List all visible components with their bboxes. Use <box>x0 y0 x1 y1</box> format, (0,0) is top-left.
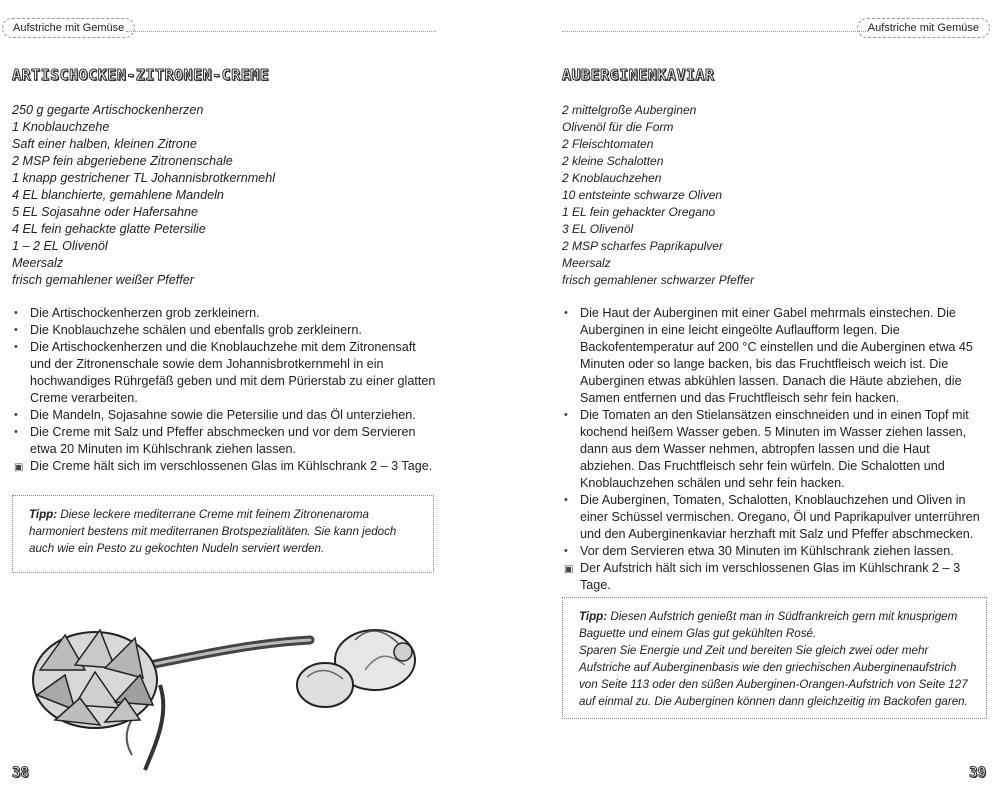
tip-label: Tipp: <box>29 508 58 521</box>
instruction-step: • Die Artischockenherzen und die Knoblauchzehe mit dem Zitronensaft und der Zitronenschale sowie dem Johannisbrotkernmehl in ein hochwandiges Rührgefäß geben und mit dem Pürierstab zu einer glatten Creme verarbeiten. <box>14 340 436 405</box>
tip-box <box>562 597 987 719</box>
ingredient-item: 4 EL blanchierte, gemahlene Mandeln <box>12 188 224 202</box>
section-tab: Aufstriche mit Gemüse <box>857 18 990 38</box>
ingredient-item: 1 knapp gestrichener TL Johannisbrotkernmehl <box>12 171 275 185</box>
ingredient-item: 250 g gegarte Artischockenherzen <box>12 103 204 117</box>
ingredient-item: 2 MSP scharfes Paprikapulver <box>562 239 723 253</box>
ingredient-item: 1 – 2 EL Olivenöl <box>12 239 108 253</box>
instruction-step: • Die Mandeln, Sojasahne sowie die Petersilie und das Öl unterziehen. <box>14 408 416 422</box>
bullet-icon: • <box>14 324 18 336</box>
artichoke-garlic-illustration <box>20 585 440 775</box>
ingredient-list <box>562 102 982 289</box>
ingredient-item: 2 Fleischtomaten <box>562 137 654 151</box>
section-tab: Aufstriche mit Gemüse <box>2 18 135 38</box>
tip-text: Diese leckere mediterrane Creme mit feinem Zitronenaroma harmoniert bestens mit mediterranen Brotspezialitäten. Sie kann jedoch auch wie ein Pesto zu gekochten Nudeln serviert werden. <box>29 508 397 555</box>
header-dotted-line <box>126 31 436 32</box>
ingredient-item: 3 EL Olivenöl <box>562 222 634 236</box>
bullet-icon: • <box>14 409 18 421</box>
ingredient-item: 2 Knoblauchzehen <box>562 171 662 185</box>
ingredient-item: frisch gemahlener weißer Pfeffer <box>12 273 194 287</box>
instruction-step: • Vor dem Servieren etwa 30 Minuten im Kühlschrank ziehen lassen. <box>564 544 954 558</box>
ingredient-item: 2 kleine Schalotten <box>562 154 664 168</box>
tip-box <box>12 495 434 573</box>
storage-box-icon: ▣ <box>564 564 574 575</box>
ingredient-item: frisch gemahlener schwarzer Pfeffer <box>562 273 755 287</box>
right-page <box>500 0 1000 800</box>
ingredient-item: Olivenöl für die Form <box>562 120 674 134</box>
instruction-step: • Die Haut der Auberginen mit einer Gabel mehrmals einstechen. Die Auberginen in eine leicht eingeölte Auflaufform legen. Die Backofentemperatur auf 200 °C einstellen und die Auberginen etwa 45 Minuten oder so lange backen, bis das Fruchtfleisch weich ist. Die Auberginen etwas abkühlen lassen. Danach die Häute abziehen, die Samen entfernen und das Fruchtfleisch sehr fein hacken. <box>564 306 973 405</box>
bullet-icon: • <box>564 307 568 319</box>
tip-text: Diesen Aufstrich genießt man in Südfrankreich gern mit knusprigem Baguette und einem Glas gut gekühlten Rosé. <box>579 610 958 640</box>
ingredient-list <box>12 102 432 289</box>
ingredient-item: Saft einer halben, kleinen Zitrone <box>12 137 197 151</box>
ingredient-item: 1 Knoblauchzehe <box>12 120 110 134</box>
storage-box-icon: ▣ <box>14 462 24 473</box>
header-dotted-line <box>562 31 868 32</box>
bullet-icon: • <box>564 409 568 421</box>
ingredient-item: 2 MSP fein abgeriebene Zitronenschale <box>12 154 233 168</box>
storage-note: ▣ Der Aufstrich hält sich im verschlossenen Glas im Kühlschrank 2 – 3 Tage. <box>564 561 961 592</box>
bullet-icon: • <box>14 307 18 319</box>
instruction-step: • Die Creme mit Salz und Pfeffer abschmecken und vor dem Servieren etwa 20 Minuten im Kühlschrank ziehen lassen. <box>14 425 416 456</box>
instruction-step: • Die Tomaten an den Stielansätzen einschneiden und in einen Topf mit kochend heißem Wasser geben. 5 Minuten im Wasser ziehen lassen, dann aus dem Wasser nehmen, abtropfen lassen und die Haut abziehen. Das Fruchtfleisch sehr fein würfeln. Die Schalotten und Knoblauchzehen schälen und sehr fein hacken. <box>564 408 969 490</box>
recipe-title: AUBERGINENKAVIAR <box>562 66 715 84</box>
instruction-step: • Die Artischockenherzen grob zerkleinern. <box>14 306 260 320</box>
instruction-list <box>12 305 437 475</box>
ingredient-item: 2 mittelgroße Auberginen <box>562 103 697 117</box>
bullet-icon: • <box>564 494 568 506</box>
page-number: 38 <box>12 765 29 781</box>
ingredient-item: Meersalz <box>12 256 64 270</box>
ingredient-item: 4 EL fein gehackte glatte Petersilie <box>12 222 206 236</box>
ingredient-item: 5 EL Sojasahne oder Hafersahne <box>12 205 199 219</box>
instruction-step: • Die Knoblauchzehe schälen und ebenfalls grob zerkleinern. <box>14 323 362 337</box>
instruction-step: • Die Auberginen, Tomaten, Schalotten, Knoblauchzehen und Oliven in einer Schüssel vermischen. Oregano, Öl und Paprikapulver unterrühren und den Auberginenkaviar herzhaft mit Salz und Pfeffer abschmecken. <box>564 493 980 541</box>
recipe-title: ARTISCHOCKEN-ZITRONEN-CREME <box>12 66 270 84</box>
bullet-icon: • <box>14 341 18 353</box>
tip-label: Tipp: <box>579 610 608 623</box>
bullet-icon: • <box>564 545 568 557</box>
ingredient-item: 10 entsteinte schwarze Oliven <box>562 188 723 202</box>
ingredient-item: 1 EL fein gehackter Oregano <box>562 205 716 219</box>
instruction-list <box>562 305 987 594</box>
tip-text: Sparen Sie Energie und Zeit und bereiten Sie gleich zwei oder mehr Aufstriche auf Auberginenbasis wie den griechischen Auberginenaufstrich von Seite 113 oder den süßen Auberginen-Orangen-Aufstrich von Seite 127 auf einmal zu. Die Auberginen können dann gleichzeitig im Backofen garen. <box>579 644 968 708</box>
bullet-icon: • <box>14 426 18 438</box>
storage-note: ▣ Die Creme hält sich im verschlossenen Glas im Kühlschrank 2 – 3 Tage. <box>12 458 437 475</box>
page-number: 39 <box>969 765 986 781</box>
ingredient-item: Meersalz <box>562 256 611 270</box>
